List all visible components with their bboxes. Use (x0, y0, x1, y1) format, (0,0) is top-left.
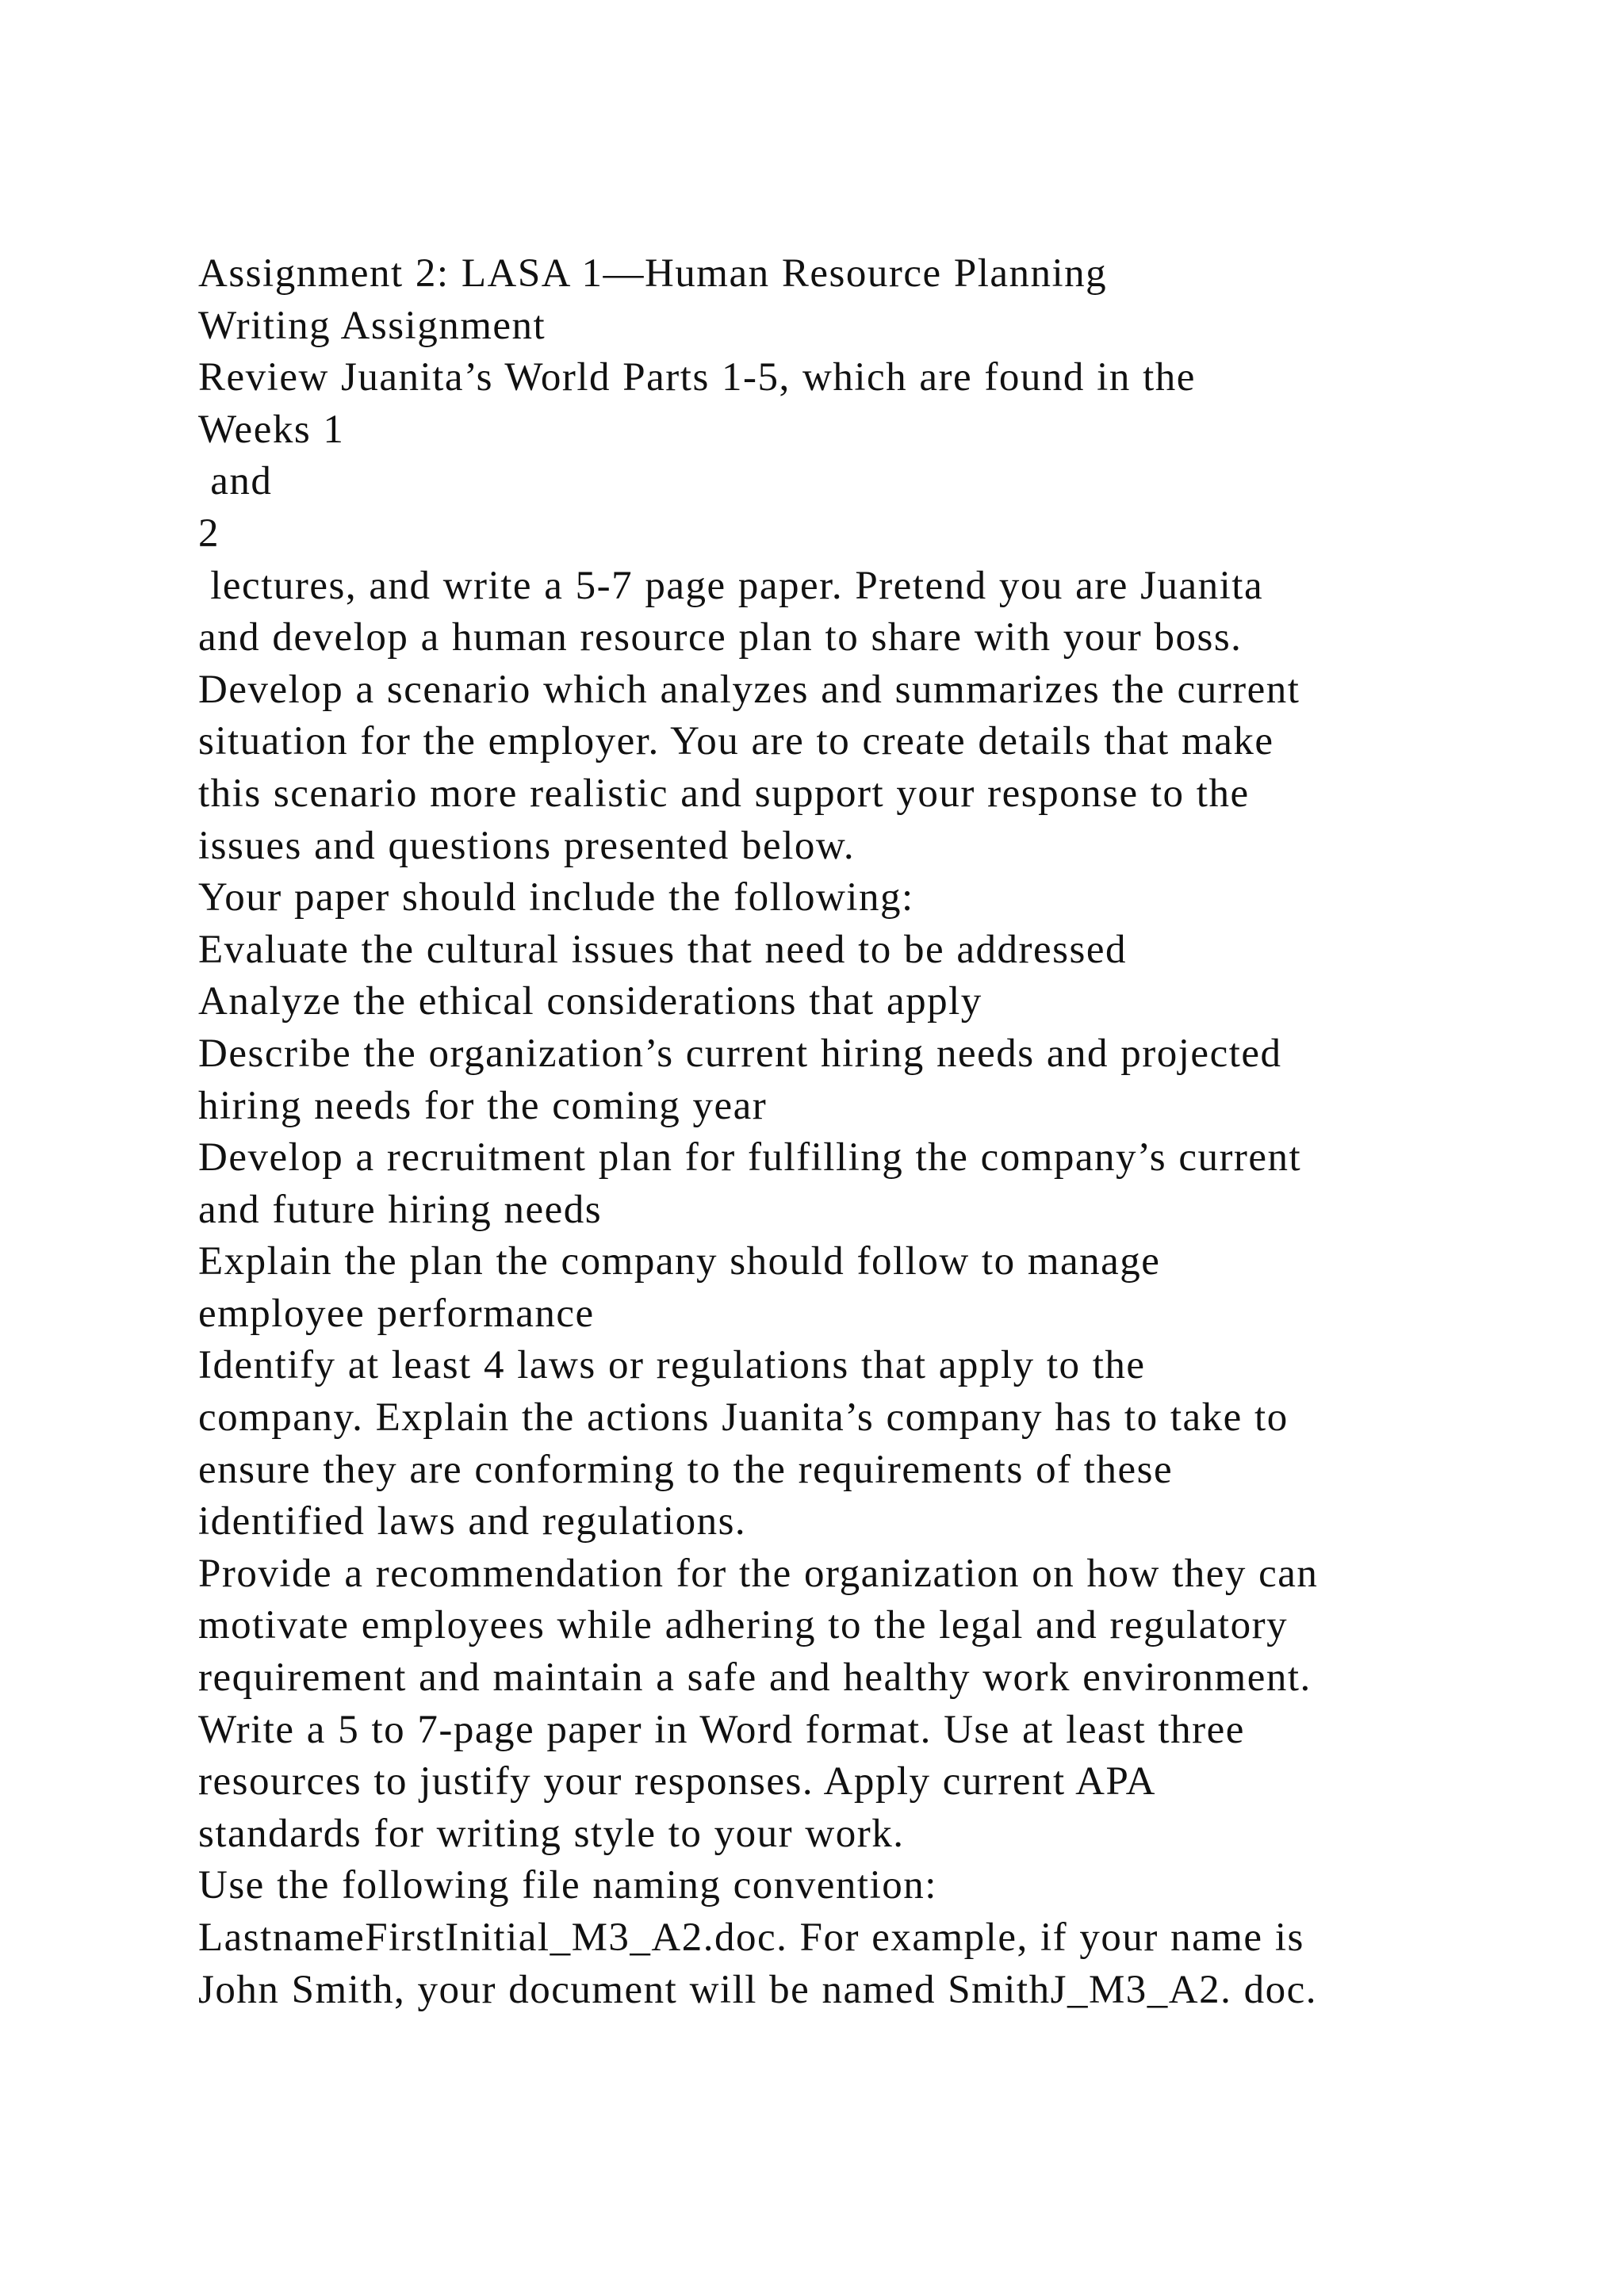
requirement-line: requirement and maintain a safe and healthy work environment. (198, 1655, 1312, 1701)
requirement-line: motivate employees while adhering to the legal and regulatory (198, 1603, 1289, 1648)
assignment-text (198, 248, 1562, 2016)
requirement-line: identified laws and regulations. (198, 1499, 747, 1544)
requirement-line: ensure they are conforming to the requirements of these (198, 1447, 1174, 1492)
requirement-line: company. Explain the actions Juanita’s company has to take to (198, 1395, 1289, 1441)
text-line: Weeks 1 (198, 407, 345, 452)
text-line: Review Juanita’s World Parts 1-5, which are found in the (198, 355, 1196, 400)
text-line: situation for the employer. You are to create details that make (198, 719, 1274, 764)
text-line: lectures, and write a 5-7 page paper. Pretend you are Juanita (198, 563, 1264, 608)
assignment-subtitle-line: Writing Assignment (198, 303, 546, 348)
format-instruction-line: Write a 5 to 7-page paper in Word format. Use at least three (198, 1707, 1245, 1752)
file-naming-line: LastnameFirstInitial_M3_A2.doc. For example, if your name is (198, 1915, 1304, 1960)
requirement-line: Explain the plan the company should follow to manage (198, 1239, 1161, 1284)
requirement-line: and future hiring needs (198, 1187, 603, 1232)
text-line: and (198, 459, 273, 504)
requirements-intro-line: Your paper should include the following: (198, 875, 914, 920)
text-line: this scenario more realistic and support your response to the (198, 771, 1250, 816)
requirement-line: Analyze the ethical considerations that apply (198, 979, 982, 1024)
requirement-line: Evaluate the cultural issues that need to be addressed (198, 927, 1127, 972)
file-naming-line: Use the following file naming convention: (198, 1863, 937, 1908)
text-line: and develop a human resource plan to share with your boss. (198, 615, 1243, 660)
requirement-line: Provide a recommendation for the organization on how they can (198, 1551, 1319, 1596)
file-naming-line: John Smith, your document will be named SmithJ_M3_A2. doc. (198, 1967, 1318, 2012)
text-line: 2 (198, 511, 220, 556)
requirement-line: Develop a recruitment plan for fulfilling the company’s current (198, 1135, 1302, 1181)
requirement-line: Identify at least 4 laws or regulations that apply to the (198, 1343, 1146, 1388)
requirement-line: employee performance (198, 1291, 595, 1336)
text-line: Develop a scenario which analyzes and summarizes the current (198, 667, 1300, 712)
requirement-line: Describe the organization’s current hiring needs and projected (198, 1031, 1282, 1076)
requirement-line: hiring needs for the coming year (198, 1083, 768, 1128)
format-instruction-line: resources to justify your responses. Apply current APA (198, 1759, 1156, 1804)
text-line: issues and questions presented below. (198, 823, 856, 868)
format-instruction-line: standards for writing style to your work. (198, 1811, 905, 1856)
assignment-title-line: Assignment 2: LASA 1—Human Resource Planning (198, 251, 1108, 296)
